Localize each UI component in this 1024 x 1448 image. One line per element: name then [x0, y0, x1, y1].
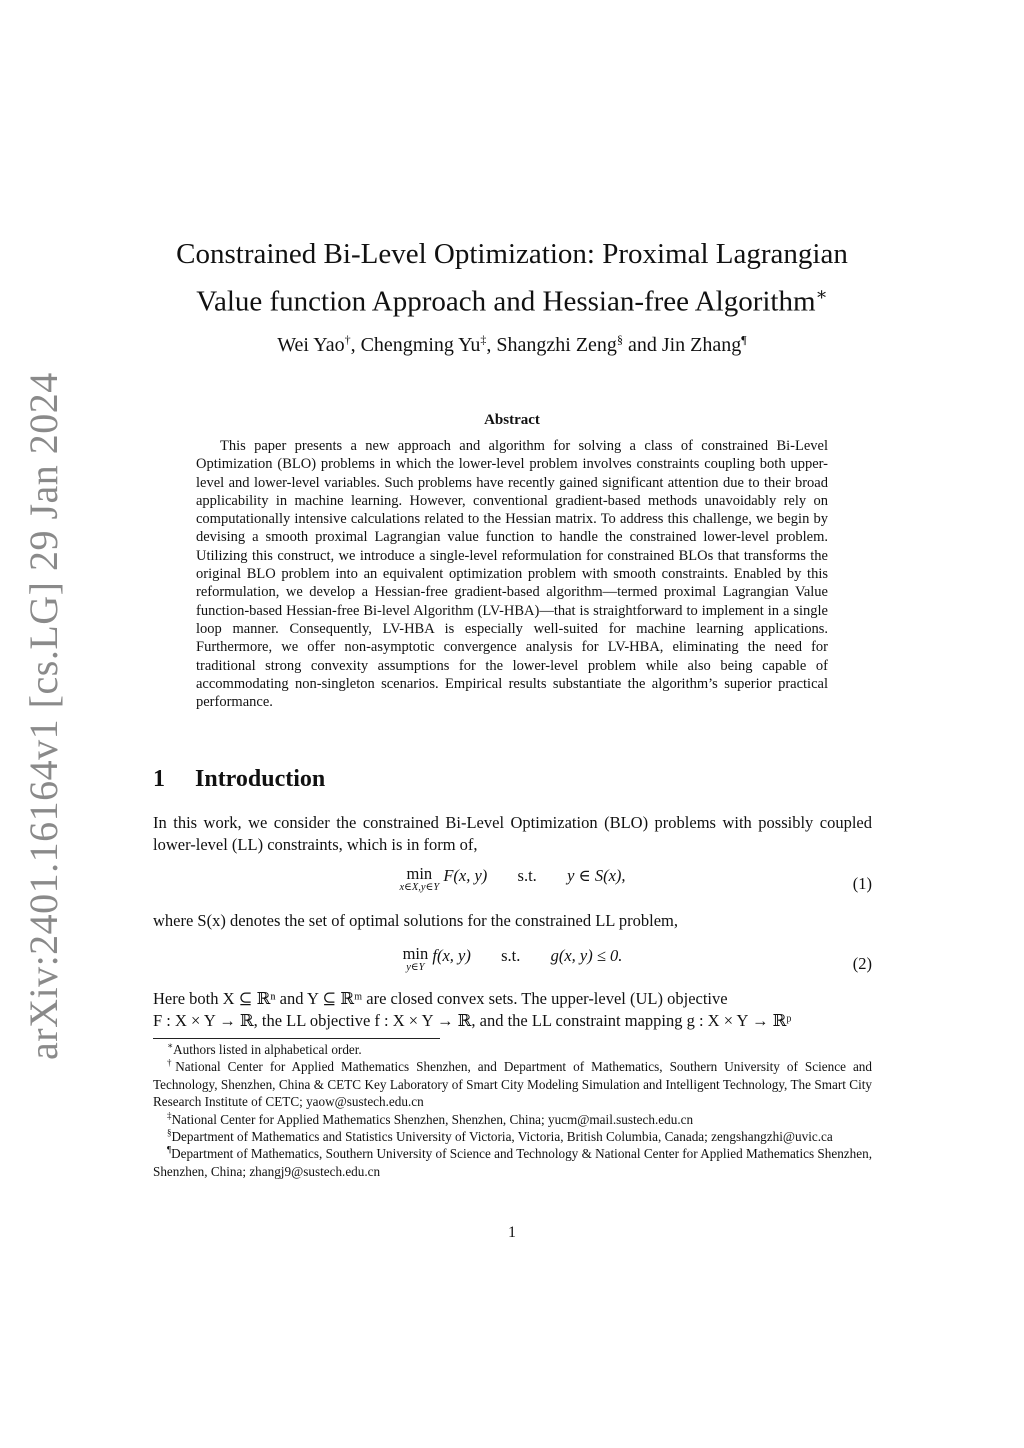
author-affiliation-mark: §	[616, 332, 623, 347]
min-subscript: x∈X,y∈Y	[399, 882, 440, 893]
section-heading-introduction	[153, 766, 325, 793]
footnote-divider	[153, 1038, 440, 1039]
footnote-text: Authors listed in alphabetical order.	[173, 1042, 362, 1057]
footnote-mark: ∗	[167, 1040, 174, 1051]
footnote-mark: ‡	[167, 1110, 172, 1121]
author-name: Jin Zhang	[661, 334, 742, 356]
footnote	[153, 1041, 872, 1058]
constraint-expression: y ∈ S(x),	[567, 866, 626, 885]
min-subscript: y∈Y	[406, 962, 425, 973]
subject-to-label: s.t.	[501, 946, 521, 965]
intro-paragraph-2: where S(x) denotes the set of optimal solutions for the constrained LL problem,	[153, 911, 678, 930]
objective-expression: f(x, y)	[432, 946, 471, 965]
equation-number: (2)	[852, 954, 872, 973]
footnote	[153, 1145, 872, 1180]
author-name: Chengming Yu	[360, 334, 481, 356]
author-separator: ,	[486, 334, 497, 356]
footnotes	[153, 1041, 872, 1180]
author-affiliation-mark: ‡	[480, 332, 487, 347]
objective-expression: F(x, y)	[443, 866, 488, 885]
author-conjunction: and	[622, 334, 662, 356]
footnote-text: National Center for Applied Mathematics Shenzhen, and Department of Mathematics, Southern University of Science and Technology, Shenzhen, China & CETC Key Laboratory of Smart City Modeling Simulation and Intelligent Technology, The Smart City Research Institute of CETC; yaow@sustech.edu.cn	[153, 1059, 872, 1110]
author-name: Shangzhi Zeng	[496, 334, 617, 356]
subject-to-label: s.t.	[517, 866, 537, 885]
author-list	[140, 332, 884, 358]
min-label: min	[402, 944, 429, 963]
title-footnote-mark: ∗	[815, 284, 828, 304]
min-label: min	[406, 864, 433, 883]
min-operator	[403, 946, 429, 974]
intro-paragraph-3-line-1: Here both X ⊆ ℝⁿ and Y ⊆ ℝᵐ are closed convex sets. The upper-level (UL) objective	[153, 989, 728, 1008]
arxiv-identifier-stamp: arXiv:2401.16164v1 [cs.LG] 29 Jan 2024	[21, 372, 66, 1060]
author-name: Wei Yao	[277, 334, 345, 356]
equation-1	[153, 866, 872, 900]
constraint-expression: g(x, y) ≤ 0.	[550, 946, 623, 965]
footnote	[153, 1111, 872, 1128]
section-number: 1	[153, 766, 165, 792]
footnote-mark: †	[167, 1058, 176, 1069]
page-number: 1	[508, 1224, 516, 1241]
footnote	[153, 1128, 872, 1145]
author-separator: ,	[350, 334, 361, 356]
author-affiliation-mark: ¶	[741, 332, 747, 347]
title-line-1: Constrained Bi-Level Optimization: Proximal Lagrangian	[176, 238, 848, 270]
author-affiliation-mark: †	[344, 332, 351, 347]
intro-paragraph-1: In this work, we consider the constrained Bi-Level Optimization (BLO) problems with possibly coupled lower-level (LL) constraints, which is in form of,	[153, 813, 872, 854]
section-title: Introduction	[195, 766, 326, 792]
footnote-text: Department of Mathematics and Statistics University of Victoria, Victoria, British Columbia, Canada; zengshangzhi@uvic.ca	[171, 1129, 833, 1145]
title-line-2: Value function Approach and Hessian-free Algorithm	[196, 285, 816, 318]
min-operator	[399, 866, 439, 894]
footnote-text: Department of Mathematics, Southern University of Science and Technology & National Center for Applied Mathematics Shenzhen, Shenzhen, China; zhangj9@sustech.edu.cn	[153, 1146, 872, 1179]
equation-2	[153, 946, 872, 980]
abstract-heading: Abstract	[484, 412, 540, 428]
intro-paragraph-3	[153, 988, 872, 1031]
footnote-mark: ¶	[167, 1145, 172, 1156]
footnote-mark: §	[167, 1127, 172, 1138]
footnote	[153, 1058, 872, 1110]
footnote-text: National Center for Applied Mathematics Shenzhen, Shenzhen, China; yucm@mail.sustech.edu.cn	[171, 1111, 694, 1127]
abstract-body: This paper presents a new approach and algorithm for solving a class of constrained Bi-Level Optimization (BLO) problems in which the lower-level problem involves constraints coupling both upper-level and lower-level variables. Such problems have recently gained significant attention due to their broad applicability in machine learning. However, conventional gradient-based methods unavoidably rely on computationally intensive calculations related to the Hessian matrix. To address this challenge, we begin by devising a smooth proximal Lagrangian value function to handle the constrained lower-level problem. Utilizing this construct, we introduce a single-level reformulation for constrained BLOs that transforms the original BLO problem into an equivalent optimization problem with smooth constraints. Enabled by this reformulation, we develop a Hessian-free gradient-based algorithm—termed proximal Lagrangian Value function-based Hessian-free Bi-level Algorithm (LV-HBA)—that is straightforward to implement in a single loop manner. Consequently, LV-HBA is especially well-suited for machine learning applications. Furthermore, we offer non-asymptotic convergence analysis for LV-HBA, eliminating the need for traditional strong convexity assumptions for the lower-level problem while also being capable of accommodating non-singleton scenarios. Empirical results substantiate the algorithm’s superior practical performance.	[196, 438, 828, 711]
paper-title	[140, 234, 884, 322]
intro-paragraph-3-line-2: F : X × Y → ℝ, the LL objective f : X × Y → ℝ, and the LL constraint mapping g : X × Y → ℝᵖ	[153, 1010, 792, 1030]
equation-number: (1)	[852, 874, 872, 893]
